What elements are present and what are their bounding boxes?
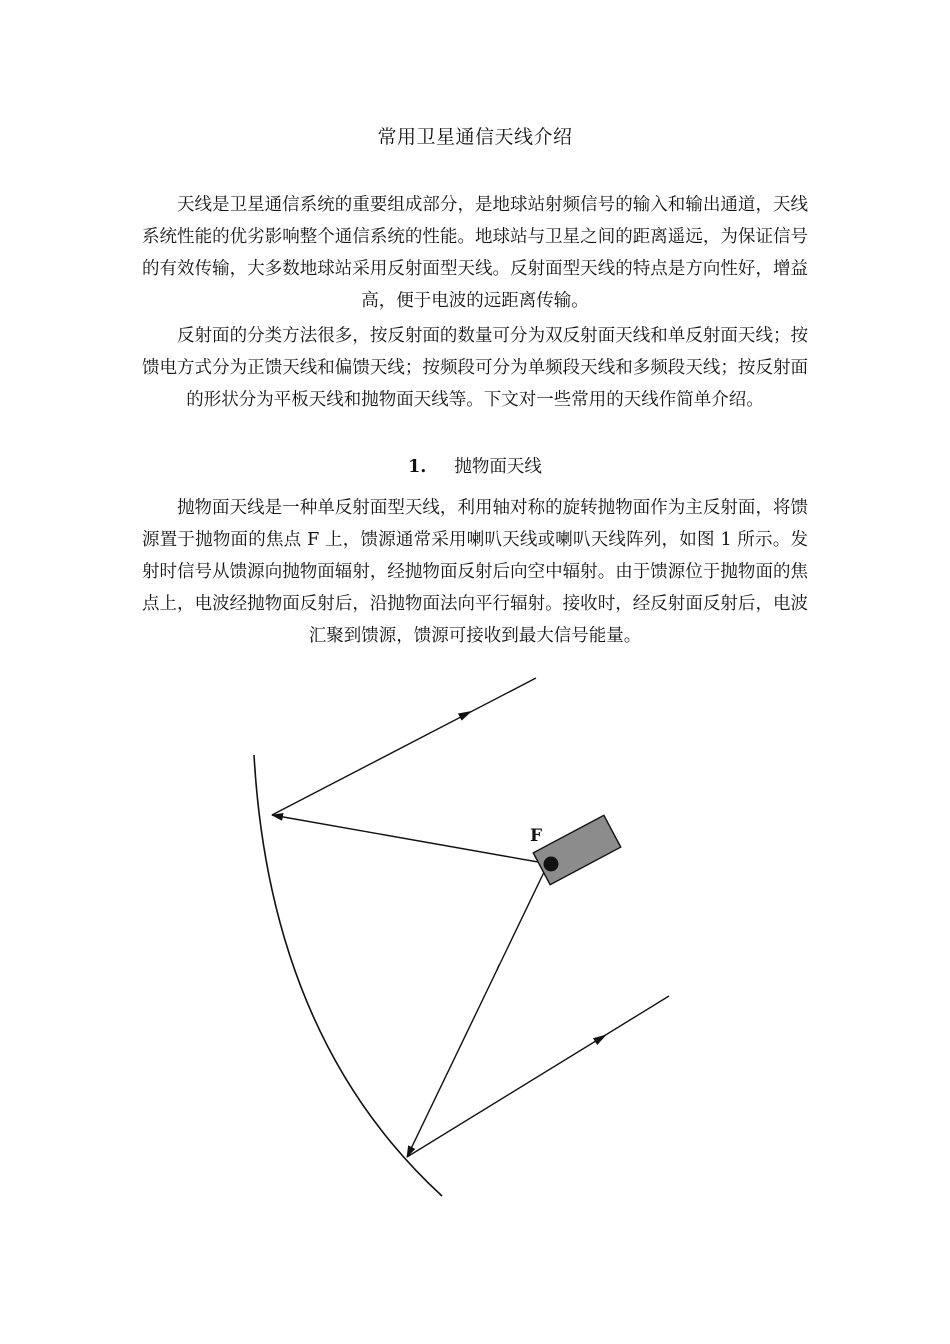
paragraph-parabolic: 抛物面天线是一种单反射面型天线，利用轴对称的旋转抛物面作为主反射面，将馈源置于抛物面的焦点 F 上，馈源通常采用喇叭天线或喇叭天线阵列，如图 1 所示。发射时信号从馈源向抛物面辐射，经抛物面反射后向空中辐射。由于馈源位于抛物面的焦点上，电波经抛物面反射后，沿抛物面法向平行辐射。接收时，经反射面反射后，电波汇聚到馈源，馈源可接收到最大信号能量。	[142, 498, 808, 646]
paragraph-intro: 天线是卫星通信系统的重要组成部分，是地球站射频信号的输入和输出通道，天线系统性能的优劣影响整个通信系统的性能。地球站与卫星之间的距离遥远，为保证信号的有效传输，大多数地球站采用反射面型天线。反射面型天线的特点是方向性好，增益高，便于电波的远距离传输。	[142, 195, 808, 311]
feed-horn	[533, 815, 621, 884]
upper-reflected-ray	[272, 678, 536, 815]
diagram-svg	[220, 668, 680, 1208]
section-heading	[0, 452, 950, 482]
focal-point-label: F	[530, 826, 543, 846]
section-title: 抛物面天线	[454, 457, 542, 477]
parabolic-reflector-curve	[254, 755, 442, 1196]
lower-incident-tick	[497, 965, 499, 970]
upper-incident-ray	[272, 815, 538, 862]
parabolic-antenna-diagram	[220, 668, 680, 1208]
focal-point-dot	[544, 857, 559, 872]
section-number: 1.	[408, 457, 427, 477]
document-title: 常用卫星通信天线介绍	[377, 126, 573, 148]
paragraph-classification: 反射面的分类方法很多，按反射面的数量可分为双反射面天线和单反射面天线；按馈电方式分为正馈天线和偏馈天线；按频段可分为单频段天线和多频段天线；按反射面的形状分为平板天线和抛物面天线等。下文对一些常用的天线作简单介绍。	[142, 326, 808, 410]
